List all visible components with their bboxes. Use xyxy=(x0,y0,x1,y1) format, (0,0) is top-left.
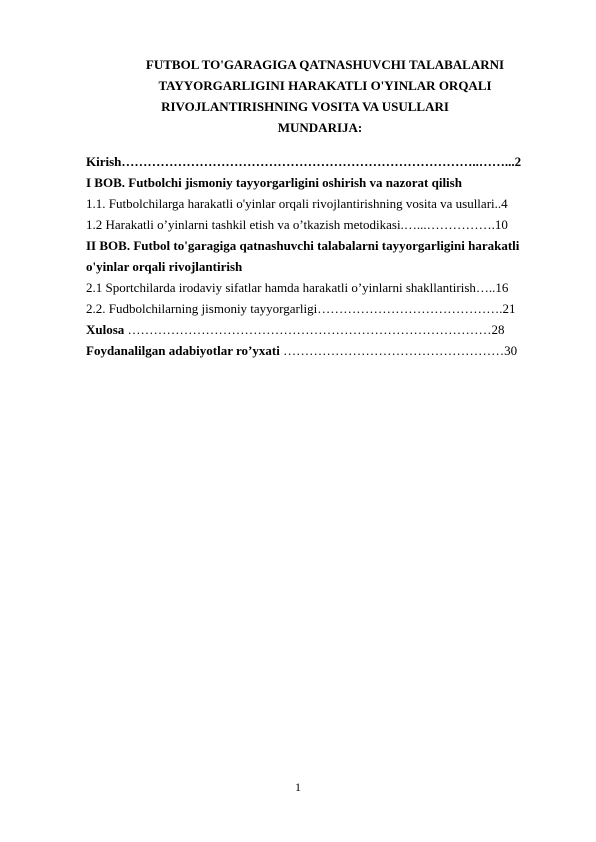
toc-conclusion-label: Xulosa xyxy=(86,322,125,337)
toc-entry-introduction: Kirish………………………………………………………………………..……...2 xyxy=(86,154,522,169)
toc-entry-1-2: 1.2 Harakatli o’yinlarni tashkil etish va o’tkazish metodikasi.…...…………….10 xyxy=(86,217,508,232)
page-number: 1 xyxy=(295,780,301,794)
toc-entry-2-1: 2.1 Sportchilarda irodaviy sifatlar hamda harakatli o’yinlarni shakllantirish…..16 xyxy=(86,280,509,295)
toc-references-label: Foydanalilgan adabiyotlar ro’yxati xyxy=(86,343,280,358)
contents-heading: MUNDARIJA: xyxy=(277,120,363,135)
title-line-2: TAYYORGARLIGINI HARAKATLI O'YINLAR ORQALI xyxy=(158,78,492,93)
toc-entry-references xyxy=(86,340,556,361)
toc-entry-1-1: 1.1. Futbolchilarga harakatli o'yinlar orqali rivojlantirishning vosita va usullari..4 xyxy=(86,196,508,211)
toc-chapter-2-heading-line-2: o'yinlar orqali rivojlantirish xyxy=(86,259,243,274)
toc-references-leader: ……………………………………………30 xyxy=(279,343,518,358)
toc-chapter-1-heading: I BOB. Futbolchi jismoniy tayyorgarligini oshirish va nazorat qilish xyxy=(86,175,462,190)
title-line-1: FUTBOL TO'GARAGIGA QATNASHUVCHI TALABALARNI xyxy=(145,57,505,72)
toc-conclusion-leader: …………………………………………………………………………28 xyxy=(124,322,505,337)
title-line-3: RIVOJLANTIRISHNING VOSITA VA USULLARI xyxy=(161,99,449,114)
table-of-contents xyxy=(86,151,556,361)
document-title xyxy=(84,54,556,138)
toc-chapter-2-heading-line-1: II BOB. Futbol to'garagiga qatnashuvchi talabalarni tayyorgarligini harakatli xyxy=(86,238,520,253)
toc-entry-2-2: 2.2. Fudbolchilarning jismoniy tayyorgarligi…………………………………….21 xyxy=(86,301,516,316)
toc-entry-conclusion xyxy=(86,319,556,340)
